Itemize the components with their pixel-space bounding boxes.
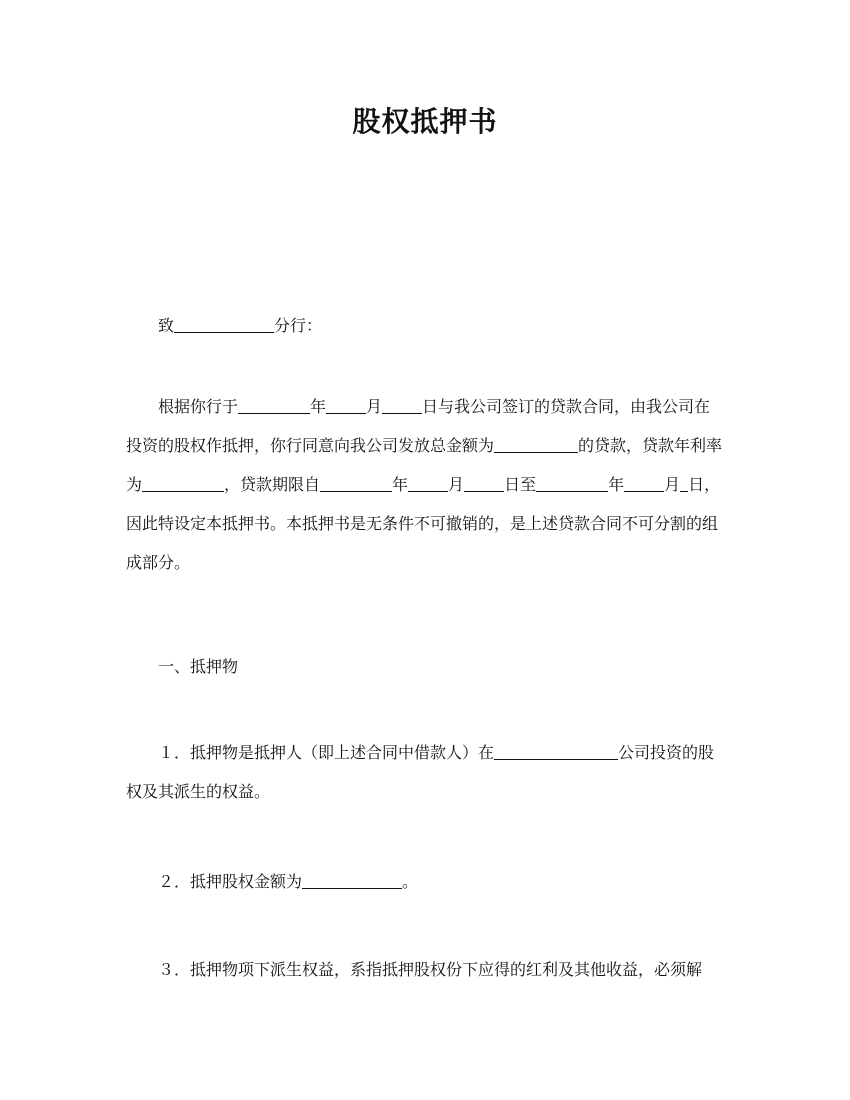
intro-paragraph <box>126 387 726 582</box>
intro-text-4: 日与我公司签订的贷款合同，由我公司在投资的股权作抵押，你行同意向我公司发放总金额为 <box>126 397 711 455</box>
item-1-text-before: １．抵押物是抵押人（即上述合同中借款人）在 <box>158 743 495 762</box>
intro-text-7: 年 <box>392 475 409 494</box>
contract-month-blank[interactable] <box>326 395 366 414</box>
document-title: 股权抵押书 <box>352 105 498 138</box>
intro-text-3: 月 <box>366 397 383 416</box>
contract-year-blank[interactable] <box>238 395 310 414</box>
contract-day-blank[interactable] <box>382 395 422 414</box>
intro-text-2: 年 <box>310 397 327 416</box>
start-year-blank[interactable] <box>320 473 392 492</box>
start-month-blank[interactable] <box>408 473 448 492</box>
item-2-text-before: ２．抵押股权金额为 <box>158 872 303 891</box>
addressee-line <box>126 306 726 345</box>
intro-text-5: 的贷款，贷款年利率为 <box>126 436 723 494</box>
intro-text-12: 日，因此特设定本抵押书。本抵押书是无条件不可撤销的，是上述贷款合同不可分割的组成部分。 <box>126 475 721 572</box>
loan-amount-blank[interactable] <box>494 434 578 453</box>
equity-amount-blank[interactable] <box>302 870 402 889</box>
interest-rate-blank[interactable] <box>142 473 224 492</box>
section-1-item-1 <box>126 733 726 811</box>
end-day-blank[interactable] <box>680 473 688 492</box>
intro-text-10: 年 <box>608 475 625 494</box>
addressee-prefix: 致 <box>158 316 175 335</box>
section-1-item-3: ３．抵押物项下派生权益，系指抵押股权份下应得的红利及其他收益，必须解 <box>158 960 703 979</box>
item-2-text-after: 。 <box>402 872 419 891</box>
intro-text-11: 月 <box>664 475 681 494</box>
end-month-blank[interactable] <box>624 473 664 492</box>
section-1-heading: 一、抵押物 <box>158 657 239 676</box>
end-year-blank[interactable] <box>536 473 608 492</box>
intro-text-8: 月 <box>448 475 465 494</box>
invested-company-blank[interactable] <box>494 741 618 760</box>
branch-name-blank[interactable] <box>174 314 274 333</box>
item-1-text-after: 公司投资的股权及其派生的权益。 <box>126 743 715 801</box>
intro-text-9: 日至 <box>504 475 537 494</box>
addressee-suffix: 分行： <box>274 316 323 335</box>
intro-text-1: 根据你行于 <box>158 397 239 416</box>
intro-text-6: ，贷款期限自 <box>224 475 321 494</box>
section-1-item-2 <box>126 862 726 901</box>
start-day-blank[interactable] <box>464 473 504 492</box>
